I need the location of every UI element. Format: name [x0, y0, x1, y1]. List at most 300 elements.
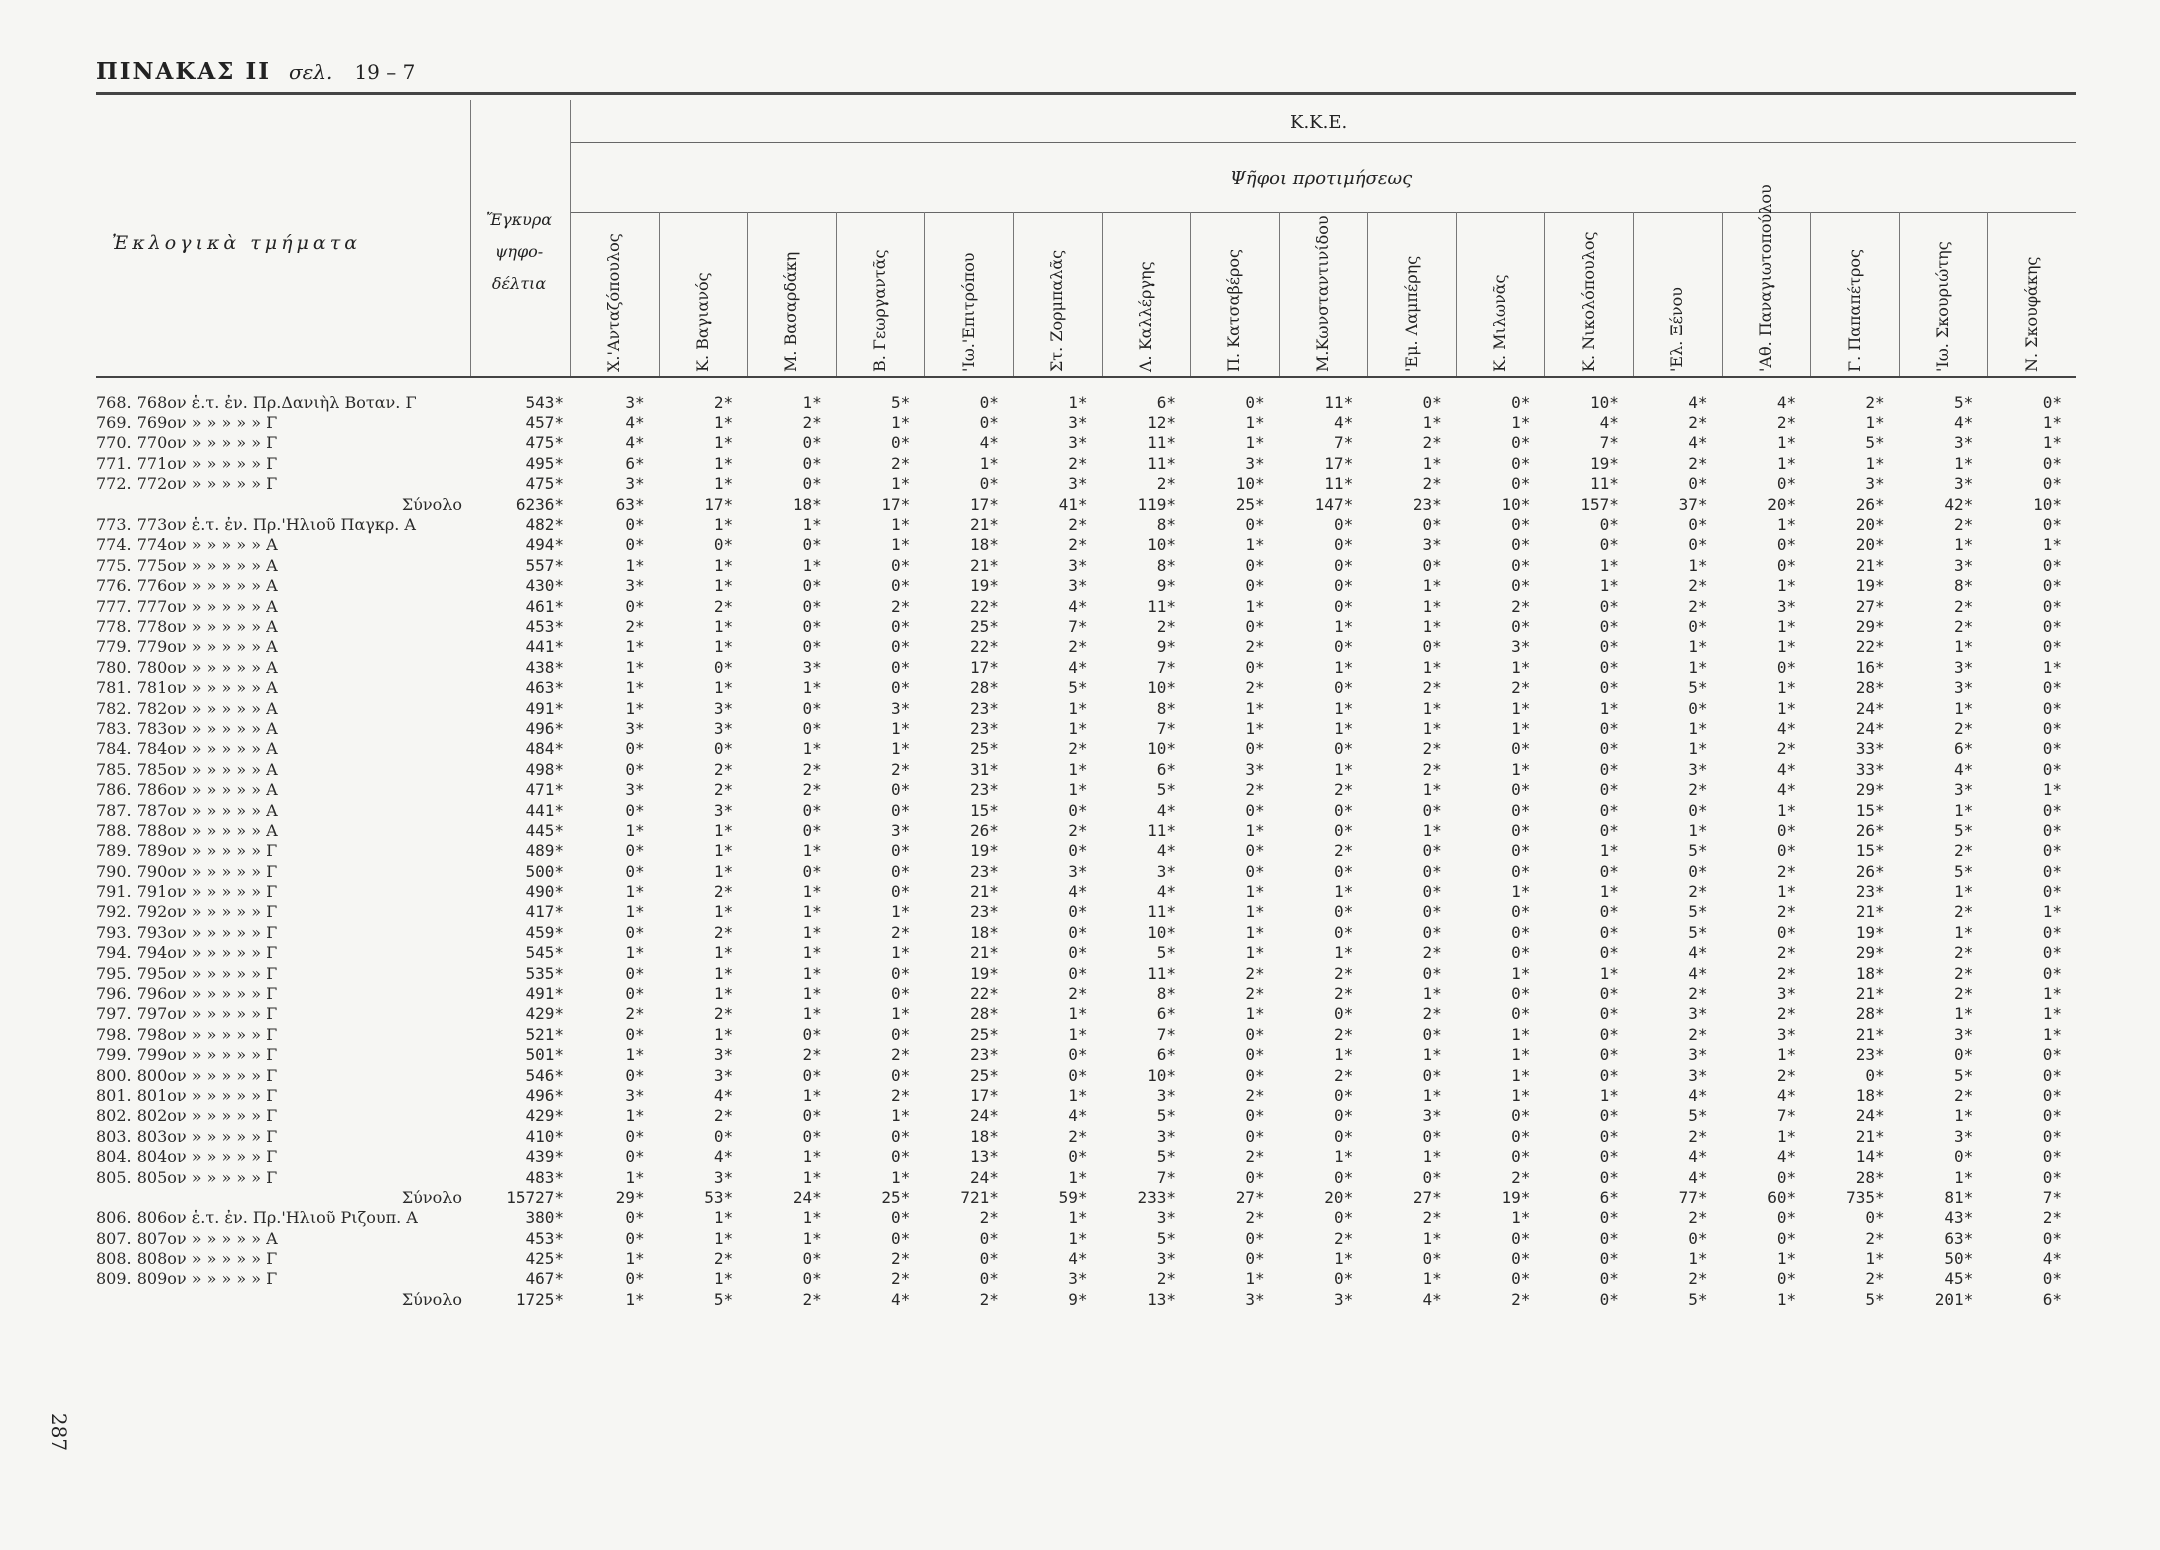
vote-cell: 4* [1068, 596, 1088, 616]
vote-cell: 0* [2042, 1045, 2062, 1065]
vote-cell: 0* [802, 433, 822, 453]
header-bottom-rule [96, 376, 2076, 378]
vote-cell: 1* [1245, 820, 1265, 840]
vote-cell: 29* [1855, 616, 1885, 636]
valid-ballots-cell: 546* [525, 1065, 564, 1085]
vote-cell: 3* [1422, 1106, 1442, 1126]
vote-cell: 2* [1333, 780, 1354, 800]
vote-cell: 1* [1422, 1228, 1442, 1248]
vote-cell: 1* [891, 413, 911, 433]
vote-cell: 13* [969, 1147, 999, 1167]
vote-cell: 2* [1688, 413, 1708, 433]
vote-cell: 18* [969, 1126, 999, 1146]
vote-cell: 2* [1068, 637, 1088, 657]
valid-ballots-cell: 453* [525, 616, 564, 636]
vote-cell: 19* [1855, 576, 1885, 596]
vote-cell: 16* [1855, 657, 1885, 677]
vote-cell: 1* [1333, 718, 1354, 738]
vote-cell: 77* [1678, 1187, 1708, 1207]
vote-cell: 1* [802, 882, 822, 902]
table-row [96, 535, 2076, 555]
vote-cell: 0* [1511, 780, 1531, 800]
vote-cell: 63* [1944, 1228, 1974, 1248]
vote-cell: 2* [891, 1085, 911, 1105]
vote-cell: 20* [1855, 515, 1885, 535]
table-row [96, 576, 2076, 596]
vote-cell: 11* [1324, 474, 1354, 494]
vote-cell: 1* [1776, 1289, 1797, 1309]
vote-cell: 1* [625, 678, 645, 698]
vote-cell: 0* [1688, 800, 1708, 820]
candidate-header: Β. Γεωργαντᾶς [870, 249, 890, 372]
vote-cell: 23* [1855, 1045, 1885, 1065]
valid-ballots-cell: 438* [525, 657, 564, 677]
vote-cell: 9* [1068, 1289, 1088, 1309]
vote-cell: 2* [1953, 984, 1974, 1004]
vote-cell: 2* [713, 1106, 734, 1126]
valid-ballots-cell: 543* [525, 392, 564, 412]
vote-cell: 5* [1068, 678, 1088, 698]
vote-cell: 1* [1953, 1167, 1974, 1187]
vote-cell: 1* [891, 515, 911, 535]
vote-cell: 1* [802, 841, 822, 861]
vote-cell: 20* [1855, 535, 1885, 555]
vote-cell: 1* [1511, 963, 1531, 983]
vote-cell: 3* [1245, 453, 1265, 473]
vote-cell: 0* [1422, 515, 1442, 535]
vote-cell: 3* [1865, 474, 1885, 494]
vote-cell: 1* [1599, 841, 1619, 861]
vote-cell: 7* [1156, 718, 1177, 738]
candidate-header: Κ. Βαγιανός [692, 272, 712, 372]
table-row [96, 963, 2076, 983]
vote-cell: 25* [881, 1187, 911, 1207]
vote-cell: 0* [1245, 515, 1265, 535]
vote-cell: 26* [969, 820, 999, 840]
valid-ballots-cell: 441* [525, 637, 564, 657]
vote-cell: 2* [1688, 1208, 1708, 1228]
vote-cell: 0* [625, 841, 645, 861]
vote-cell: 11* [1590, 474, 1619, 494]
vote-cell: 0* [802, 1126, 822, 1146]
vote-cell: 1* [1068, 1167, 1088, 1187]
vote-cell: 0* [1245, 1228, 1265, 1248]
district-label: 800. 800ον » » » » » Γ [96, 1065, 278, 1085]
vote-cell: 0* [891, 1024, 911, 1044]
vote-cell: 1* [1422, 780, 1442, 800]
vote-cell: 4* [1688, 433, 1708, 453]
vote-cell: 735* [1846, 1187, 1885, 1207]
vote-cell: 1* [1865, 1249, 1885, 1269]
vote-cell: 2* [802, 1289, 822, 1309]
vote-cell: 2* [1422, 943, 1442, 963]
valid-ballots-cell: 501* [525, 1045, 564, 1065]
valid-ballots-cell: 417* [525, 902, 564, 922]
column-rule [570, 100, 571, 376]
vote-cell: 3* [625, 780, 645, 800]
vote-cell: 28* [1855, 678, 1885, 698]
vote-cell: 0* [1333, 1085, 1354, 1105]
vote-cell: 0* [1511, 576, 1531, 596]
candidate-header: Γ. Παπαπέτρος [1844, 248, 1864, 372]
vote-cell: 0* [1422, 882, 1442, 902]
vote-cell: 23* [969, 861, 999, 881]
vote-cell: 0* [979, 1228, 999, 1248]
table-row [96, 412, 2076, 432]
vote-cell: 26* [1855, 820, 1885, 840]
vote-cell: 3* [1068, 474, 1088, 494]
vote-cell: 1* [1511, 882, 1531, 902]
vote-cell: 15* [969, 800, 999, 820]
vote-cell: 1* [1688, 1249, 1708, 1269]
vote-cell: 0* [625, 984, 645, 1004]
vote-cell: 2* [1333, 1228, 1354, 1248]
vote-cell: 21* [1855, 1024, 1885, 1044]
vote-cell: 2* [1776, 1065, 1797, 1085]
table-row [96, 1208, 2076, 1228]
vote-cell: 2* [1422, 433, 1442, 453]
vote-cell: 18* [792, 494, 822, 514]
vote-cell: 0* [1068, 1147, 1088, 1167]
vote-cell: 2* [1953, 596, 1974, 616]
district-label: 806. 806ον ἑ.τ. ἐν. Πρ.'Ηλιοῦ Ριζουπ. Α [96, 1208, 418, 1228]
vote-cell: 6* [1599, 1187, 1619, 1207]
vote-cell: 22* [969, 637, 999, 657]
vote-cell: 0* [1333, 596, 1354, 616]
vote-cell: 27* [1235, 1187, 1265, 1207]
vote-cell: 5* [1156, 780, 1177, 800]
vote-cell: 2* [1953, 902, 1974, 922]
vote-cell: 4* [1068, 1249, 1088, 1269]
vote-cell: 0* [1599, 780, 1619, 800]
vote-cell: 1* [713, 515, 734, 535]
valid-ballots-cell: 489* [525, 841, 564, 861]
district-label: 805. 805ον » » » » » Γ [96, 1167, 278, 1187]
vote-cell: 1* [802, 963, 822, 983]
vote-cell: 1* [1511, 657, 1531, 677]
vote-cell: 5* [1156, 1147, 1177, 1167]
vote-cell: 18* [969, 922, 999, 942]
vote-cell: 0* [979, 413, 999, 433]
vote-cell: 0* [802, 474, 822, 494]
vote-cell: 0* [1333, 922, 1354, 942]
vote-cell: 23* [969, 718, 999, 738]
vote-cell: 1* [1776, 800, 1797, 820]
vote-cell: 0* [2042, 1167, 2062, 1187]
vote-cell: 1* [1953, 698, 1974, 718]
vote-cell: 0* [1245, 1167, 1265, 1187]
vote-cell: 1* [1245, 922, 1265, 942]
column-rule [747, 212, 748, 376]
valid-ballots-cell: 467* [525, 1269, 564, 1289]
vote-cell: 3* [1953, 657, 1974, 677]
vote-cell: 0* [802, 616, 822, 636]
vote-cell: 21* [969, 943, 999, 963]
vote-cell: 2* [891, 453, 911, 473]
vote-cell: 0* [1422, 841, 1442, 861]
vote-cell: 0* [1245, 861, 1265, 881]
vote-cell: 3* [1068, 576, 1088, 596]
vote-cell: 0* [1776, 555, 1797, 575]
vote-cell: 0* [2042, 739, 2062, 759]
vote-cell: 0* [2042, 1106, 2062, 1126]
vote-cell: 1* [1422, 596, 1442, 616]
vote-cell: 31* [969, 759, 999, 779]
vote-cell: 2* [1688, 453, 1708, 473]
vote-cell: 0* [1776, 535, 1797, 555]
vote-cell: 17* [969, 657, 999, 677]
vote-cell: 0* [802, 861, 822, 881]
vote-cell: 1* [1688, 555, 1708, 575]
vote-cell: 2* [1953, 718, 1974, 738]
vote-cell: 0* [1511, 739, 1531, 759]
valid-ballots-cell: 557* [525, 555, 564, 575]
vote-cell: 2* [1688, 1269, 1708, 1289]
vote-cell: 0* [891, 882, 911, 902]
vote-cell: 157* [1580, 494, 1619, 514]
vote-cell: 1* [802, 392, 822, 412]
vote-cell: 7* [1068, 616, 1088, 636]
valid-ballots-cell: 521* [525, 1024, 564, 1044]
vote-cell: 2* [1953, 515, 1974, 535]
vote-cell: 1* [1245, 943, 1265, 963]
vote-cell: 3* [1068, 1269, 1088, 1289]
district-label: 799. 799ον » » » » » Γ [96, 1045, 278, 1065]
vote-cell: 1* [1068, 1208, 1088, 1228]
vote-cell: 2* [1245, 780, 1265, 800]
vote-cell: 0* [1599, 759, 1619, 779]
table-row [96, 820, 2076, 840]
vote-cell: 0* [802, 637, 822, 657]
district-label: Σύνολο [401, 1187, 462, 1207]
vote-cell: 0* [1245, 1126, 1265, 1146]
vote-cell: 0* [1511, 474, 1531, 494]
vote-cell: 21* [969, 515, 999, 535]
vote-cell: 1* [713, 413, 734, 433]
vote-cell: 0* [802, 1106, 822, 1126]
vote-cell: 1* [1953, 453, 1974, 473]
vote-cell: 10* [1235, 474, 1265, 494]
valid-ballots-cell: 459* [525, 922, 564, 942]
vote-cell: 2* [802, 1045, 822, 1065]
vote-cell: 1* [1422, 1045, 1442, 1065]
table-row [96, 1126, 2076, 1146]
vote-cell: 0* [2042, 1147, 2062, 1167]
vote-cell: 0* [1511, 453, 1531, 473]
table-row [96, 739, 2076, 759]
vote-cell: 1* [713, 820, 734, 840]
vote-cell: 0* [2042, 841, 2062, 861]
vote-cell: 147* [1314, 494, 1354, 514]
valid-ballots-cell: 15727* [506, 1187, 564, 1207]
vote-cell: 3* [1156, 1249, 1177, 1269]
vote-cell: 17* [704, 494, 734, 514]
vote-cell: 2* [1688, 984, 1708, 1004]
vote-cell: 0* [1245, 1065, 1265, 1085]
column-rule [1190, 212, 1191, 376]
vote-cell: 1* [2042, 780, 2062, 800]
vote-cell: 0* [1068, 963, 1088, 983]
results-table [96, 392, 2076, 1310]
vote-cell: 17* [881, 494, 911, 514]
vote-cell: 3* [625, 1085, 645, 1105]
valid-ballots-cell: 545* [525, 943, 564, 963]
district-label: 773. 773ον ἑ.τ. ἐν. Πρ.'Ηλιοῦ Παγκρ. Α [96, 515, 416, 535]
vote-cell: 23* [969, 1045, 999, 1065]
vote-cell: 4* [1068, 657, 1088, 677]
vote-cell: 5* [713, 1289, 734, 1309]
vote-cell: 0* [1511, 820, 1531, 840]
candidate-header: 'Ιω. Σκουριώτης [1933, 241, 1953, 372]
vote-cell: 0* [1865, 1208, 1885, 1228]
vote-cell: 1* [1953, 637, 1974, 657]
vote-cell: 2* [1422, 474, 1442, 494]
vote-cell: 0* [891, 984, 911, 1004]
vote-cell: 1* [1688, 657, 1708, 677]
vote-cell: 1* [802, 555, 822, 575]
vote-cell: 0* [2042, 963, 2062, 983]
vote-cell: 5* [891, 392, 911, 412]
vote-cell: 0* [1333, 1004, 1354, 1024]
vote-cell: 1* [802, 984, 822, 1004]
vote-cell: 0* [1599, 1167, 1619, 1187]
vote-cell: 0* [1865, 1065, 1885, 1085]
district-label: 783. 783ον » » » » » Α [96, 718, 278, 738]
vote-cell: 0* [1599, 1208, 1619, 1228]
vote-cell: 1* [625, 657, 645, 677]
vote-cell: 24* [1855, 1106, 1885, 1126]
vote-cell: 6* [1156, 1045, 1177, 1065]
vote-cell: 0* [1599, 902, 1619, 922]
vote-cell: 0* [1245, 576, 1265, 596]
table-row [96, 453, 2076, 473]
vote-cell: 2* [1776, 861, 1797, 881]
vote-cell: 3* [1688, 759, 1708, 779]
vote-cell: 0* [2042, 596, 2062, 616]
vote-cell: 1* [1422, 1269, 1442, 1289]
vote-cell: 13* [1147, 1289, 1177, 1309]
vote-cell: 2* [1953, 616, 1974, 636]
vote-cell: 28* [969, 1004, 999, 1024]
vote-cell: 7* [1599, 433, 1619, 453]
district-label: 793. 793ον » » » » » Γ [96, 922, 278, 942]
vote-cell: 0* [1068, 943, 1088, 963]
header-top-rule [96, 92, 2076, 95]
vote-cell: 1* [802, 1147, 822, 1167]
vote-cell: 1* [1068, 698, 1088, 718]
vote-cell: 5* [1953, 392, 1974, 412]
vote-cell: 5* [1688, 902, 1708, 922]
table-row [96, 800, 2076, 820]
page-number: 287 [47, 1412, 72, 1452]
vote-cell: 10* [1147, 535, 1177, 555]
vote-cell: 1* [625, 1045, 645, 1065]
vote-cell: 1* [2042, 1024, 2062, 1044]
vote-cell: 0* [1333, 1167, 1354, 1187]
column-rule [1722, 212, 1723, 376]
vote-cell: 0* [802, 535, 822, 555]
vote-cell: 0* [2042, 882, 2062, 902]
vote-cell: 0* [1245, 1249, 1265, 1269]
vote-cell: 27* [1855, 596, 1885, 616]
vote-cell: 1* [1245, 902, 1265, 922]
vote-cell: 1* [1333, 698, 1354, 718]
vote-cell: 0* [802, 1269, 822, 1289]
vote-cell: 0* [1688, 515, 1708, 535]
vote-cell: 10* [1147, 1065, 1177, 1085]
vote-cell: 8* [1156, 698, 1177, 718]
valid-ballots-cell: 430* [525, 576, 564, 596]
vote-cell: 25* [969, 1065, 999, 1085]
vote-cell: 25* [969, 616, 999, 636]
vote-cell: 0* [2042, 515, 2062, 535]
total-row [96, 1289, 2076, 1309]
vote-cell: 2* [1245, 678, 1265, 698]
vote-cell: 2* [891, 1249, 911, 1269]
vote-cell: 0* [1422, 1167, 1442, 1187]
vote-cell: 18* [1855, 963, 1885, 983]
valid-ballots-cell: 494* [525, 535, 564, 555]
vote-cell: 0* [1333, 535, 1354, 555]
vote-cell: 2* [1511, 678, 1531, 698]
vote-cell: 0* [802, 453, 822, 473]
vote-cell: 1* [1245, 433, 1265, 453]
vote-cell: 1* [1511, 718, 1531, 738]
vote-cell: 0* [1068, 1065, 1088, 1085]
district-label: 795. 795ον » » » » » Γ [96, 963, 278, 983]
vote-cell: 0* [1511, 800, 1531, 820]
vote-cell: 17* [969, 1085, 999, 1105]
vote-cell: 0* [1422, 1024, 1442, 1044]
vote-cell: 2* [1068, 1126, 1088, 1146]
candidate-header: Μ.Κωνσταντινίδου [1313, 215, 1332, 372]
valid-ballots-cell: 495* [525, 453, 564, 473]
vote-cell: 1* [1776, 1045, 1797, 1065]
vote-cell: 0* [1599, 984, 1619, 1004]
vote-cell: 1* [1953, 535, 1974, 555]
vote-cell: 2* [713, 882, 734, 902]
vote-cell: 0* [1511, 943, 1531, 963]
vote-cell: 15* [1855, 841, 1885, 861]
valid-ballots-cell: 429* [525, 1106, 564, 1126]
vote-cell: 0* [1333, 637, 1354, 657]
vote-cell: 0* [891, 841, 911, 861]
vote-cell: 50* [1944, 1249, 1974, 1269]
vote-cell: 10* [1147, 678, 1177, 698]
vote-cell: 1* [1599, 1085, 1619, 1105]
vote-cell: 3* [1776, 596, 1797, 616]
vote-cell: 3* [1688, 1004, 1708, 1024]
vote-cell: 7* [1156, 1167, 1177, 1187]
vote-cell: 0* [802, 1249, 822, 1269]
vote-cell: 2* [1776, 1004, 1797, 1024]
vote-cell: 3* [1245, 1289, 1265, 1309]
table-row [96, 881, 2076, 901]
vote-cell: 0* [1776, 922, 1797, 942]
vote-cell: 3* [1776, 984, 1797, 1004]
vote-cell: 0* [2042, 718, 2062, 738]
districts-header: Ἐκλογικὰ τμήματα [112, 232, 362, 254]
vote-cell: 0* [1511, 535, 1531, 555]
vote-cell: 1* [1068, 1004, 1088, 1024]
vote-cell: 37* [1678, 494, 1708, 514]
vote-cell: 0* [1511, 555, 1531, 575]
vote-cell: 1* [802, 1228, 822, 1248]
vote-cell: 1* [891, 739, 911, 759]
vote-cell: 0* [1245, 392, 1265, 412]
district-label: 778. 778ον » » » » » Α [96, 616, 278, 636]
vote-cell: 1* [713, 555, 734, 575]
